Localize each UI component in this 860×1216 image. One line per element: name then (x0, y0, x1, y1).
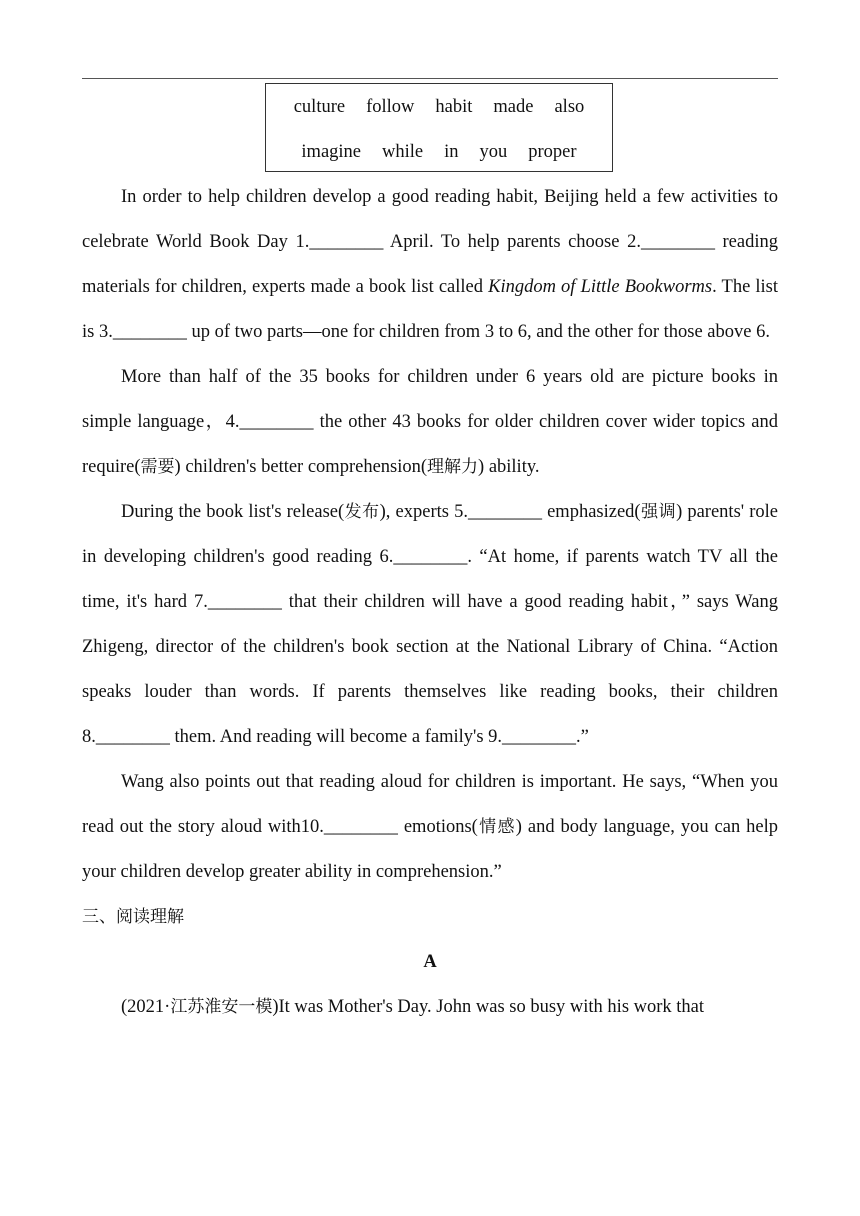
text-run: ) and body language, you can help your children develop greater ability in comprehension.” (82, 817, 778, 882)
top-rule (82, 78, 778, 79)
source-note: 江苏淮安一模 (170, 997, 273, 1017)
blank-1: 1.________ (295, 232, 384, 252)
word-bank-word: also (554, 97, 585, 117)
chinese-gloss: 情感 (477, 817, 516, 837)
text-run: April. To help parents choose (383, 232, 628, 252)
paragraph-2 (82, 355, 778, 490)
text-run: that their children will have a good reading habit，” says Wang Zhigeng, director of the children's book section at the National Library of China. “Action speaks louder than words. If parents themselves like reading books, their children (82, 592, 778, 702)
paragraph-5 (82, 985, 778, 1030)
paragraph-1 (82, 175, 778, 355)
text-run: emphasized( (541, 502, 641, 522)
text-run: up of two parts—one for children from 3 to 6, and the other for those above 6. (186, 322, 770, 342)
text-run: reading materials for children, experts made a book list called (82, 232, 778, 297)
text-run: ) parents' role in developing children's good reading (82, 502, 778, 567)
word-bank-box (265, 83, 613, 172)
text-run: )It was Mother's Day. John was so busy with his work that (272, 997, 705, 1017)
text-run: . “At home, if parents watch TV all the time, it's hard (82, 547, 778, 612)
word-bank-word: habit (435, 97, 473, 117)
word-bank-row-2 (266, 141, 612, 163)
blank-8: 8.________ (82, 727, 170, 747)
blank-4: 4.________ (225, 412, 314, 432)
word-bank-word: you (479, 142, 508, 162)
word-bank-word: proper (528, 142, 577, 162)
word-bank-word: in (444, 142, 459, 162)
paragraph-3 (82, 490, 778, 760)
text-run: In order to help children develop a good reading habit, Beijing held a few activities to celebrate World Book Day (82, 187, 778, 252)
blank-10: 10.________ (300, 817, 398, 837)
word-bank-word: follow (366, 97, 415, 117)
text-run: ) children's better comprehension( (174, 457, 428, 477)
blank-5: 5.________ (454, 502, 542, 522)
passage-letter: A (423, 952, 437, 972)
text-run: More than half of the 35 books for children under 6 years old are picture books in simple language， (82, 367, 778, 432)
blank-9: 9.________ (488, 727, 577, 747)
chinese-gloss: 理解力 (427, 457, 479, 477)
word-bank-word: while (382, 142, 424, 162)
text-run: ), experts (379, 502, 455, 522)
text-run: (2021· (121, 997, 171, 1017)
chinese-gloss: 发布 (344, 502, 380, 522)
chinese-gloss: 需要 (140, 457, 175, 477)
text-run: During the book list's release( (121, 502, 345, 522)
text-run: Wang also points out that reading aloud for children is important. He says, “When you read out the story aloud with (82, 772, 778, 837)
word-bank-row-1 (266, 96, 612, 118)
text-run: emotions( (397, 817, 478, 837)
blank-3: 3.________ (98, 322, 187, 342)
text-run: ) ability. (478, 457, 540, 477)
chinese-gloss: 强调 (640, 502, 677, 522)
section-title (82, 895, 778, 940)
book-title: Kingdom of Little Bookworms (488, 277, 713, 297)
text-run: . The list is (82, 277, 779, 342)
paragraph-4 (82, 760, 778, 895)
text-run: .” (576, 727, 589, 747)
blank-6: 6.________ (379, 547, 468, 567)
text-run: the other 43 books for older children cover wider topics and require( (82, 412, 778, 477)
text-run: them. And reading will become a family's (169, 727, 489, 747)
word-bank-word: made (493, 97, 534, 117)
blank-7: 7.________ (193, 592, 282, 612)
blank-2: 2.________ (627, 232, 715, 252)
section-title-text: 三、阅读理解 (82, 907, 184, 927)
passage-content (82, 175, 778, 1030)
word-bank-word: imagine (301, 142, 362, 162)
word-bank-word: culture (293, 97, 346, 117)
